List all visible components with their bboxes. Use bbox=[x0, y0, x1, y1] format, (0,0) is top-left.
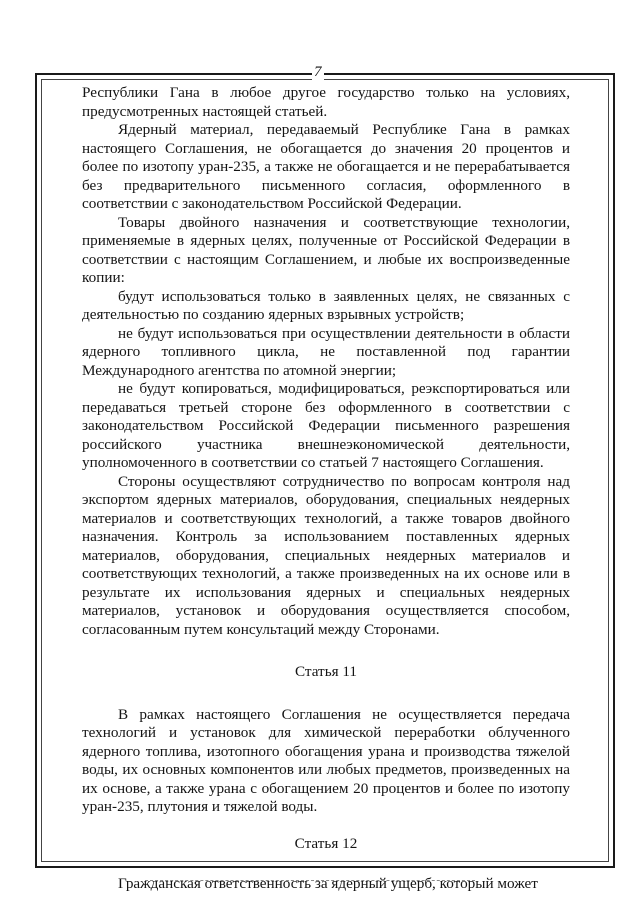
article-12-text: Гражданская ответственность за ядерный ущерб, который может bbox=[118, 875, 538, 892]
paragraph-group bbox=[82, 84, 570, 639]
paragraph: Республики Гана в любое другое государство только на условиях, предусмотренных настоящей статьей. bbox=[82, 84, 570, 120]
document-body bbox=[82, 84, 570, 894]
paragraph: Товары двойного назначения и соответствующие технологии, применяемые в ядерных целях, полученные от Российской Федерации в соответствии с настоящим Соглашением, и любые их воспроизведенные копии: bbox=[82, 213, 570, 286]
article-12-heading: Статья 12 bbox=[294, 834, 358, 852]
article-11-heading: Статья 11 bbox=[294, 663, 358, 680]
paragraph: не будут копироваться, модифицироваться, реэкспортироваться или передаваться третьей стороне без оформленного в соответствии с законодательством Российской Федерации письменного разрешения российского участника внешнеэкономической деятельности, уполномоченного в соответствии со статьей 7 настоящего Соглашения. bbox=[82, 380, 570, 471]
footer-line bbox=[145, 880, 475, 881]
paragraph: будут использоваться только в заявленных целях, не связанных с деятельностью по созданию ядерных взрывных устройств; bbox=[82, 287, 570, 323]
paragraph: не будут использоваться при осуществлении деятельности в области ядерного топливного цикла, не поставленной под гарантии Международного агентства по атомной энергии; bbox=[82, 324, 570, 379]
page-number: 7 bbox=[314, 64, 322, 80]
paragraph: Стороны осуществляют сотрудничество по вопросам контроля над экспортом ядерных материалов, оборудования, специальных неядерных материалов и соответствующих технологий, а также товаров двойного назначения. Контроль за использованием поставленных ядерных материалов, оборудования, специальных неядерных материалов и соответствующих технологий, а также произведенных на их основе или в результате их использования ядерных и специальных неядерных материалов, установок и оборудования осуществляется способом, согласованным путем консультаций между Сторонами. bbox=[82, 472, 570, 638]
article-11-text: В рамках настоящего Соглашения не осуществляется передача технологий и установок для химической переработки облученного ядерного топлива, изотопного обогащения урана и производства тяжелой воды, их основных компонентов или любых предметов, произведенных на их основе, а также урана с обогащением 20 процентов и более по изотопу уран-235, плутония и тяжелой воды. bbox=[82, 705, 570, 815]
paragraph: Ядерный материал, передаваемый Республике Гана в рамках настоящего Соглашения, не обогащается до значения 20 процентов и более по изотопу уран-235, а также не обогащается и не перерабатывается без предварительного письменного согласия, оформленного в соответствии с законодательством Российской Федерации. bbox=[82, 121, 570, 212]
